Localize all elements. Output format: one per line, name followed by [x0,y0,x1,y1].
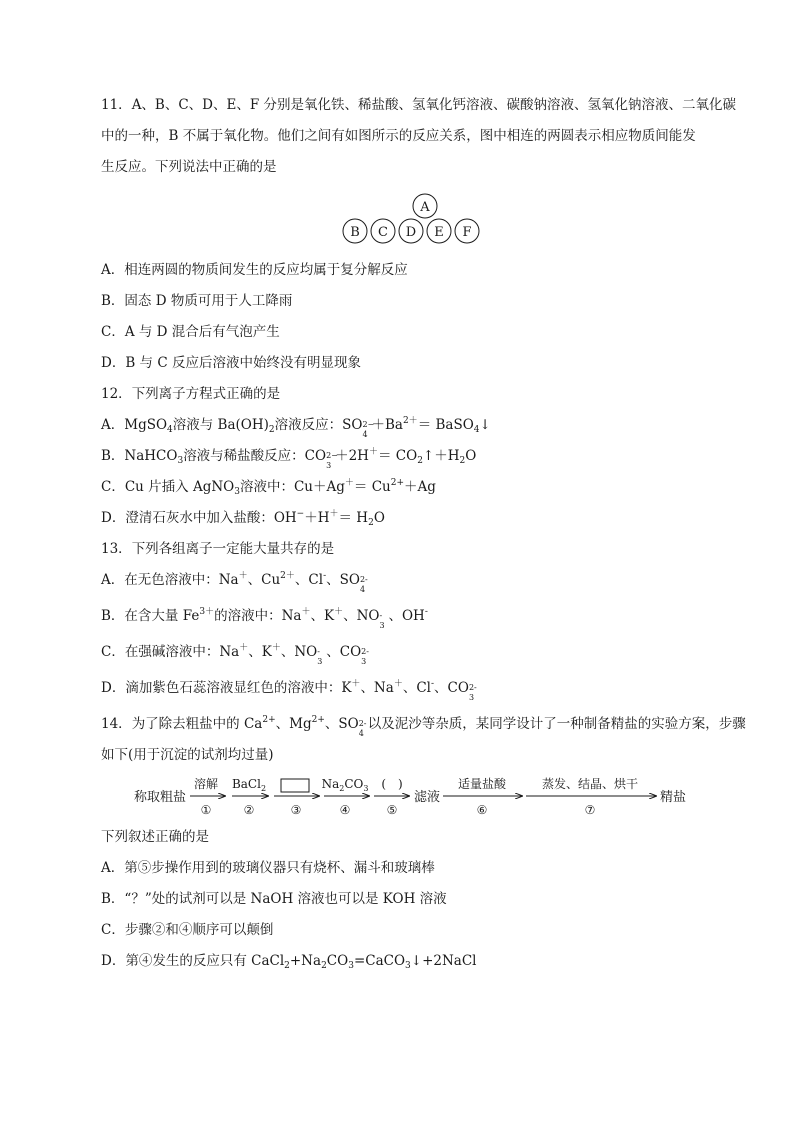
circle-c-label: C [378,225,388,240]
flow-step2-num: ② [243,803,255,817]
circle-d-label: D [405,225,417,240]
q13-stem: 下列各组离子一定能大量共存的是 [131,541,335,557]
flow-start: 称取粗盐 [134,790,187,805]
q12-option-c[interactable]: C．Cu 片插入 AgNO$_3$溶液中：$Cu+Ag^+= Cu^{2+}+Ag$ [101,478,436,497]
q14-option-c[interactable]: C．步骤②和④顺序可以颠倒 [101,922,274,938]
q12-option-a[interactable]: A．MgSO$_4$溶液与 $Ba(OH)_2$溶液反应：SO 2− 4 $+Ba^{2+}=$ BaSO$_4$↓ [101,416,491,439]
q13-option-b[interactable]: B．在含大量 $Fe^{3+}$的溶液中：Na＋、K＋、NO - 3 、OH- [101,607,428,630]
q11-option-d[interactable]: D．B 与 C 反应后溶液中始终没有明显现象 [101,355,361,371]
q11-option-a[interactable]: A．相连两圆的物质间发生的反应均属于复分解反应 [101,262,408,278]
circle-reaction-diagram [340,192,485,247]
q11-option-c[interactable]: C．A 与 D 混合后有气泡产生 [101,324,280,340]
q13-stem-line [101,539,334,559]
q11-stem-line1: A、B、C、D、E、F 分别是氧化铁、稀盐酸、氢氧化钙溶液、碳酸钠溶液、氢氧化钠溶液、二氧化碳 [131,97,737,113]
flow-filtrate: 滤液 [414,790,441,805]
flow-step6-label: 适量盐酸 [457,777,507,791]
q13-option-c[interactable]: C．在强碱溶液中：Na＋、K＋、NO - 3 、CO 2- 3 [101,643,369,666]
flow-step4-label: $Na_2CO_3$ [321,777,369,793]
q14-option-b[interactable]: B．“？”处的试剂可以是 NaOH 溶液也可以是 KOH 溶液 [101,891,447,907]
q14-number: 14． [101,716,132,732]
process-flow-diagram [134,774,694,820]
q14-stem2: 下列叙述正确的是 [101,829,209,845]
flow-step7-label: 蒸发、结晶、烘干 [541,777,639,791]
q14-option-a[interactable]: A．第⑤步操作用到的玻璃仪器只有烧杯、漏斗和玻璃棒 [101,860,435,876]
q14-stem-line2: 如下(用于沉淀的试剂均过量) [101,747,274,763]
q13-number: 13． [101,541,132,557]
flow-step6-num: ⑥ [476,803,488,817]
circle-f-label: F [462,225,472,240]
q12-stem-line [101,384,280,404]
circle-a-label: A [420,200,430,215]
flow-step5-label: ( ) [381,777,403,791]
q11-stem-line3: 生反应。下列说法中正确的是 [101,159,277,175]
q13-option-d[interactable]: D．滴加紫色石蕊溶液显红色的溶液中：K＋、Na＋、Cl-、CO 2- 3 [101,679,477,702]
flow-step5-num: ⑤ [386,803,398,817]
q12-number: 12． [101,386,132,402]
q12-option-d[interactable]: D．澄清石灰水中加入盐酸：$OH^-+H^+= H_2O$ [101,509,385,528]
flow-step2-label: BaCl$_2$ [231,777,267,793]
flow-step1-label: 溶解 [193,777,219,791]
flow-step4-num: ④ [339,803,351,817]
q11-stem-line2: 中的一种，B 不属于氧化物。他们之间有如图所示的反应关系，图中相连的两圆表示相应物质间能发 [101,128,696,144]
q13-option-a[interactable]: A．在无色溶液中：Na＋、$Cu^{2+}$、Cl-、SO 2- 4 [101,571,368,594]
q14-option-d[interactable]: D．第④发生的反应只有 $CaCl_2+Na_2CO_3=CaCO_3↓+2NaCl$ [101,953,477,971]
q12-stem: 下列离子方程式正确的是 [131,386,281,402]
flow-step1-num: ① [200,803,212,817]
q11-number: 11． [101,97,132,113]
flow-step7-num: ⑦ [584,803,596,817]
circle-e-label: E [434,225,444,240]
flow-step3-num: ③ [290,803,302,817]
q12-option-b[interactable]: B．NaHCO$_3$溶液与稀盐酸反应：CO 2− 3 $+2H^+= CO_2↑+H_2O$ [101,447,477,470]
flow-blank-box [281,779,309,792]
q14-stem-line1: 14．为了除去粗盐中的 $Ca^{2+}$、$Mg^{2+}$、SO 2- 4 以及泥沙等杂质，某同学设计了一种制备精盐的实验方案，步骤 [101,715,746,738]
circle-b-label: B [350,225,360,240]
q11-line1 [101,95,736,115]
flow-end: 精盐 [660,790,687,805]
q11-option-b[interactable]: B．固态 D 物质可用于人工降雨 [101,293,293,309]
